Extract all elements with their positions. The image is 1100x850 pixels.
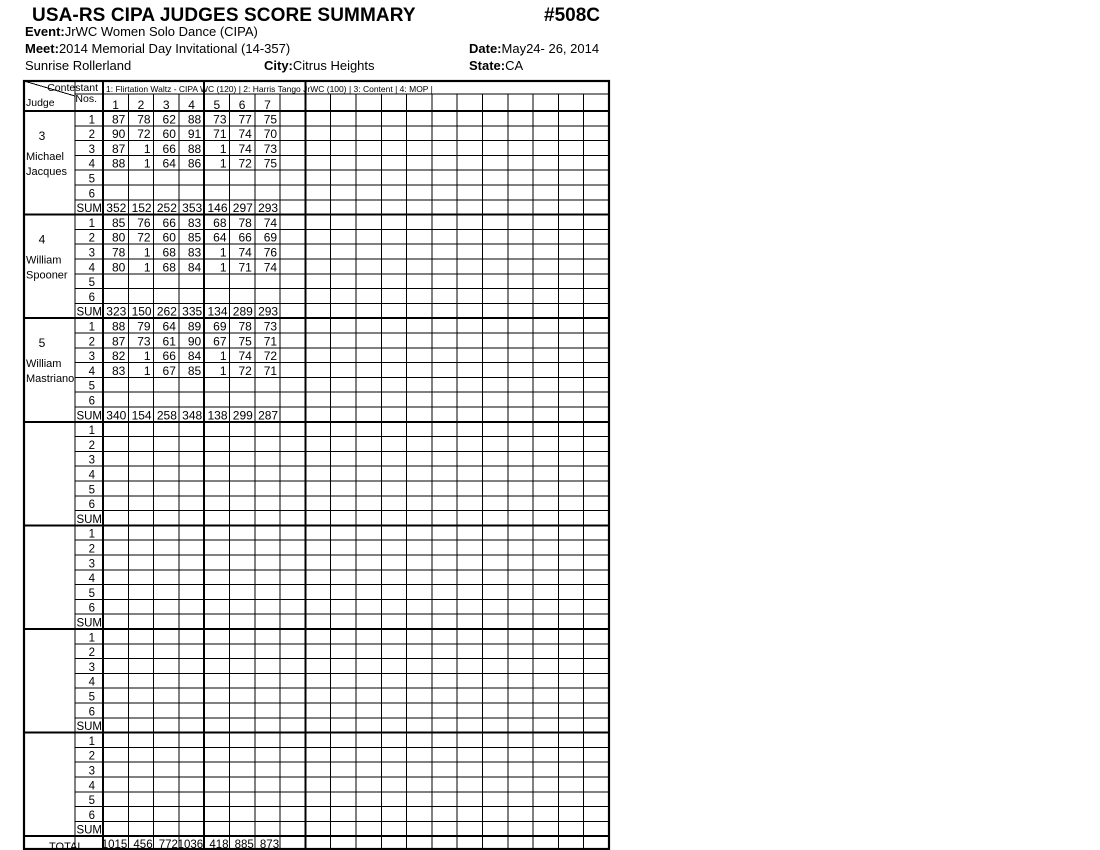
- score-cell: 80: [111, 230, 126, 245]
- dance-row-label: 4: [88, 365, 95, 378]
- judge-last-name: Spooner: [26, 269, 68, 282]
- dance-row-label: 5: [88, 691, 95, 704]
- score-cell: 86: [187, 156, 202, 171]
- total-cell: 885: [234, 839, 254, 850]
- sum-row-label: SUM: [76, 513, 102, 526]
- score-cell: 76: [263, 245, 278, 260]
- dance-row-label: 1: [88, 114, 95, 127]
- total-cell: 1015: [101, 839, 128, 850]
- score-cell: 66: [238, 230, 252, 245]
- dance-row-label: 5: [88, 173, 95, 186]
- contestant-number: 4: [188, 98, 195, 112]
- sum-cell: 150: [131, 304, 152, 319]
- dance-row-label: 4: [88, 262, 95, 275]
- sum-cell: 297: [232, 201, 253, 216]
- score-cell: 64: [162, 319, 176, 334]
- score-cell: 88: [111, 319, 126, 334]
- event-value: JrWC Women Solo Dance (CIPA): [64, 24, 258, 39]
- dance-row-label: 3: [88, 454, 95, 467]
- sum-cell: 323: [106, 304, 127, 319]
- score-cell: 1: [219, 141, 227, 156]
- score-cell: 89: [187, 319, 202, 334]
- score-cell: 74: [238, 127, 252, 142]
- sum-cell: 252: [156, 201, 177, 216]
- score-cell: 74: [238, 349, 252, 364]
- score-cell: 83: [187, 215, 202, 230]
- dance-legend: 1: Flirtation Waltz - CIPA WC (120) | 2: Harris Tango JrWC (100) | 3: Content | 4: MOP |: [106, 84, 433, 94]
- sum-cell: 258: [156, 408, 177, 423]
- score-cell: 66: [162, 141, 176, 156]
- dance-row-label: 6: [88, 809, 95, 822]
- sum-cell: 146: [207, 201, 228, 216]
- score-cell: 1: [219, 156, 227, 171]
- score-cell: 71: [238, 260, 252, 275]
- judge-number: 3: [38, 129, 46, 143]
- score-cell: 72: [137, 230, 151, 245]
- dance-row-label: 3: [88, 351, 95, 364]
- score-cell: 72: [137, 127, 151, 142]
- city-value: Citrus Heights: [292, 58, 375, 73]
- dance-row-label: 6: [88, 291, 95, 304]
- sum-cell: 335: [182, 304, 203, 319]
- contestant-number: 5: [213, 98, 221, 112]
- score-cell: 69: [263, 230, 278, 245]
- score-cell: 1: [219, 245, 227, 260]
- judge-last-name: Jacques: [26, 166, 67, 178]
- score-cell: 88: [187, 112, 202, 127]
- score-cell: 1: [143, 156, 151, 171]
- total-label: TOTAL: [49, 841, 84, 850]
- score-cell: 75: [263, 156, 278, 171]
- dance-row-label: 5: [88, 484, 95, 497]
- sum-cell: 154: [131, 408, 152, 423]
- contestant-number: 2: [137, 98, 145, 112]
- score-cell: 68: [213, 215, 227, 230]
- judge-first-name: Michael: [26, 151, 64, 163]
- score-cell: 72: [238, 363, 252, 378]
- score-cell: 70: [263, 127, 278, 142]
- score-cell: 64: [162, 156, 176, 171]
- score-cell: 68: [162, 260, 176, 275]
- score-cell: 90: [111, 127, 126, 142]
- judge-first-name: William: [26, 254, 62, 267]
- score-cell: 80: [111, 260, 126, 275]
- score-cell: 61: [162, 334, 176, 349]
- score-cell: 73: [137, 334, 151, 349]
- event-label: Event:: [25, 24, 65, 39]
- sum-cell: 134: [207, 304, 228, 319]
- total-cell: 418: [209, 839, 229, 850]
- score-cell: 66: [162, 215, 176, 230]
- score-cell: 91: [187, 127, 202, 142]
- judge-number: 4: [38, 232, 46, 247]
- score-cell: 62: [162, 112, 176, 127]
- sum-cell: 293: [258, 201, 279, 216]
- meet-label: Meet:: [25, 41, 59, 56]
- dance-row-label: 6: [88, 602, 95, 615]
- dance-row-label: 3: [88, 661, 95, 674]
- score-cell: 85: [187, 230, 202, 245]
- score-cell: 1: [219, 349, 227, 364]
- score-cell: 66: [162, 349, 176, 364]
- dance-row-label: 4: [88, 573, 95, 586]
- score-cell: 74: [238, 245, 252, 260]
- score-cell: 69: [213, 319, 227, 334]
- score-cell: 77: [238, 112, 252, 127]
- score-cell: 90: [187, 334, 202, 349]
- score-cell: 84: [187, 349, 202, 364]
- total-cell: 1036: [177, 839, 204, 850]
- sum-cell: 353: [182, 201, 203, 216]
- score-cell: 71: [263, 334, 278, 349]
- score-cell: 78: [137, 112, 151, 127]
- score-cell: 83: [187, 245, 202, 260]
- total-cell: 456: [133, 839, 153, 850]
- score-cell: 75: [238, 334, 252, 349]
- date-value: May24- 26, 2014: [501, 41, 600, 56]
- dance-row-label: 6: [88, 188, 95, 201]
- dance-row-label: 6: [88, 706, 95, 719]
- dance-row-label: 2: [88, 232, 95, 245]
- meet-value: 2014 Memorial Day Invitational (14-357): [58, 41, 291, 56]
- sum-row-label: SUM: [76, 824, 102, 837]
- score-cell: 85: [111, 215, 126, 230]
- score-cell: 83: [111, 363, 126, 378]
- dance-row-label: 1: [88, 217, 95, 230]
- contestant-number: 7: [264, 98, 271, 112]
- sum-row-label: SUM: [76, 306, 102, 319]
- sum-row-label: SUM: [76, 410, 102, 423]
- sum-cell: 262: [156, 304, 177, 319]
- dance-row-label: 6: [88, 499, 95, 512]
- dance-row-label: 2: [88, 439, 95, 452]
- dance-row-label: 3: [88, 143, 95, 156]
- score-cell: 1: [219, 363, 227, 378]
- score-cell: 64: [213, 230, 227, 245]
- dance-row-label: 2: [88, 336, 95, 349]
- date-label: Date:: [469, 41, 502, 56]
- dance-row-label: 1: [88, 632, 95, 645]
- score-cell: 60: [162, 230, 176, 245]
- dance-row-label: 6: [88, 395, 95, 408]
- score-cell: 68: [162, 245, 176, 260]
- dance-row-label: 4: [88, 780, 95, 793]
- judge-last-name: Mastriano: [26, 373, 75, 386]
- sum-row-label: SUM: [76, 617, 102, 630]
- score-cell: 74: [263, 215, 278, 230]
- contestant-number: 1: [112, 98, 119, 112]
- score-cell: 74: [238, 141, 252, 156]
- score-cell: 67: [162, 363, 176, 378]
- judge-number: 5: [38, 336, 46, 351]
- dance-row-label: 4: [88, 158, 95, 171]
- dance-row-label: 5: [88, 795, 95, 808]
- score-cell: 1: [143, 260, 151, 275]
- score-cell: 76: [137, 215, 151, 230]
- score-cell: 1: [143, 349, 151, 364]
- sum-cell: 352: [106, 201, 127, 216]
- total-cell: 873: [259, 839, 280, 850]
- dance-row-label: 5: [88, 380, 95, 393]
- score-cell: 87: [111, 334, 126, 349]
- score-cell: 1: [143, 245, 151, 260]
- dance-row-label: 2: [88, 543, 95, 556]
- score-cell: 87: [111, 141, 126, 156]
- venue-value: Sunrise Rollerland: [25, 58, 132, 73]
- dance-row-label: 2: [88, 750, 95, 763]
- score-cell: 87: [111, 112, 126, 127]
- score-cell: 85: [187, 363, 202, 378]
- score-cell: 78: [238, 319, 252, 334]
- corner-label-judge: Judge: [26, 97, 55, 109]
- contestant-number: 6: [238, 98, 246, 112]
- score-cell: 78: [238, 215, 252, 230]
- score-cell: 73: [213, 112, 227, 127]
- state-value: CA: [505, 58, 524, 73]
- score-cell: 72: [263, 349, 278, 364]
- dance-row-label: 2: [88, 647, 95, 660]
- corner-label-contestant: Contestant: [47, 82, 98, 94]
- dance-row-label: 1: [88, 528, 95, 541]
- page-title: USA-RS CIPA JUDGES SCORE SUMMARY: [32, 5, 416, 26]
- score-cell: 74: [263, 260, 278, 275]
- score-cell: 84: [187, 260, 202, 275]
- dance-row-label: 1: [88, 735, 95, 748]
- dance-row-label: 1: [88, 425, 95, 438]
- score-cell: 79: [137, 319, 151, 334]
- score-cell: 72: [238, 156, 252, 171]
- form-number: #508C: [544, 5, 600, 26]
- score-cell: 1: [143, 363, 151, 378]
- sum-cell: 152: [131, 201, 152, 216]
- score-cell: 82: [111, 349, 126, 364]
- sum-cell: 293: [258, 304, 279, 319]
- state-label: State:: [469, 58, 506, 73]
- judge-first-name: William: [26, 358, 62, 371]
- score-cell: 71: [263, 363, 278, 378]
- score-cell: 71: [213, 127, 227, 142]
- sum-cell: 348: [182, 408, 203, 423]
- score-cell: 67: [213, 334, 227, 349]
- dance-row-label: 5: [88, 587, 95, 600]
- corner-label-nos: Nos.: [75, 93, 97, 105]
- dance-row-label: 4: [88, 469, 95, 482]
- dance-row-label: 4: [88, 676, 95, 689]
- dance-row-label: 5: [88, 277, 95, 290]
- sum-cell: 138: [207, 408, 228, 423]
- score-cell: 73: [263, 141, 278, 156]
- dance-row-label: 3: [88, 247, 95, 260]
- total-cell: 772: [158, 839, 178, 850]
- score-cell: 75: [263, 112, 278, 127]
- sum-row-label: SUM: [76, 203, 102, 216]
- sum-row-label: SUM: [76, 721, 102, 734]
- score-cell: 1: [219, 260, 227, 275]
- score-cell: 60: [162, 127, 176, 142]
- dance-row-label: 2: [88, 129, 95, 142]
- sum-cell: 299: [232, 408, 253, 423]
- score-cell: 1: [143, 141, 151, 156]
- contestant-number: 3: [162, 98, 170, 112]
- dance-row-label: 1: [88, 321, 95, 334]
- sum-cell: 287: [258, 408, 279, 423]
- score-cell: 88: [187, 141, 202, 156]
- score-cell: 88: [111, 156, 126, 171]
- sum-cell: 340: [106, 408, 127, 423]
- sum-cell: 289: [232, 304, 253, 319]
- city-label: City:: [264, 58, 293, 73]
- dance-row-label: 3: [88, 558, 95, 571]
- sheet-border: [24, 81, 609, 849]
- score-cell: 78: [111, 245, 126, 260]
- dance-row-label: 3: [88, 765, 95, 778]
- score-cell: 73: [263, 319, 278, 334]
